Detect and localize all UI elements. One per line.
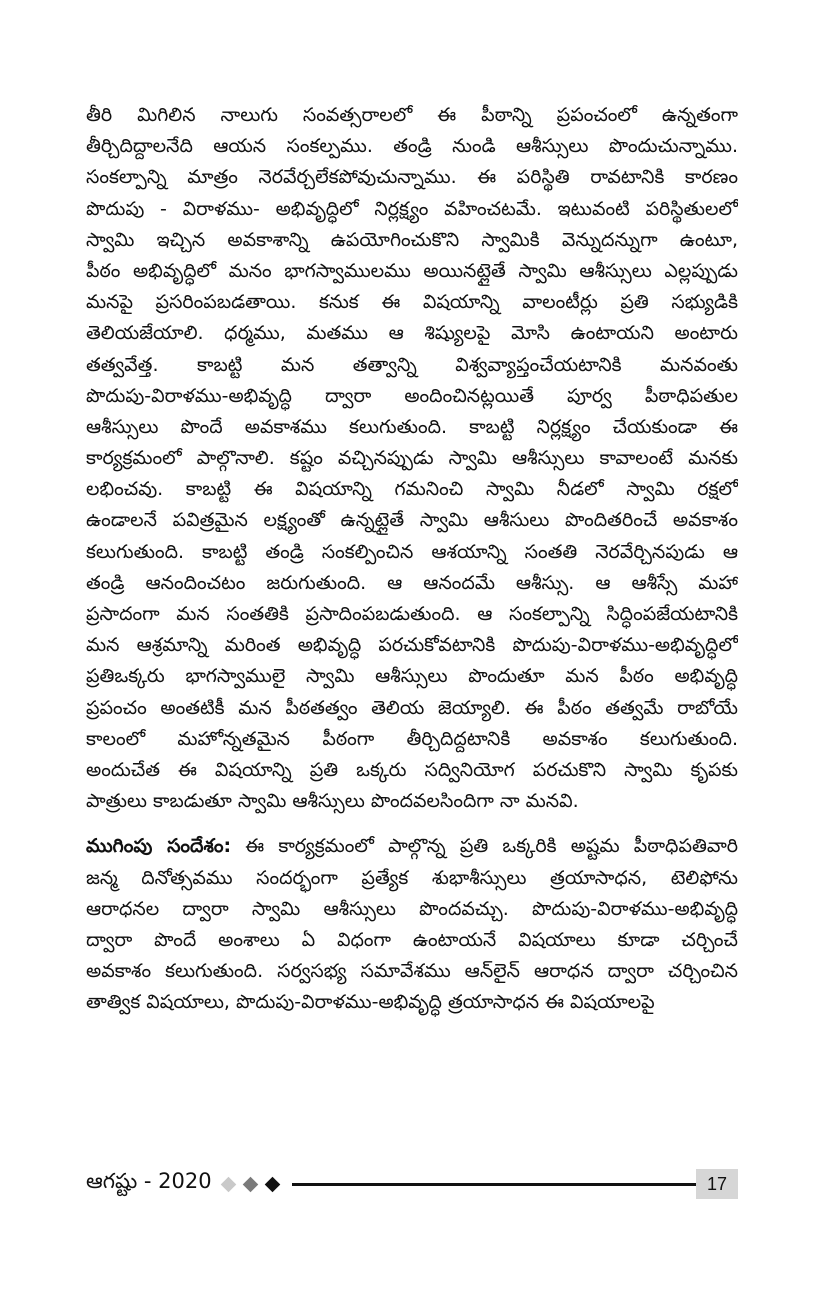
line-text: కాలంలో మహోన్నతమైన పీఠంగా తీర్చిదిద్దటానికి అవకాశం కలుగుతుంది.	[86, 727, 738, 750]
text-line	[86, 786, 738, 817]
page-number: 17	[696, 1169, 738, 1199]
line-text: తీరి మిగిలిన నాలుగు సంవత్సరాలలో ఈ పీఠాన్ని ప్రపంచంలో ఉన్నతంగా	[86, 104, 738, 126]
text-line	[86, 505, 738, 536]
text-line	[86, 256, 738, 287]
line-text: కార్యక్రమంలో పాల్గొనాలి. కష్టం వచ్చినప్పుడు స్వామి ఆశీస్సులు కావాలంటే మనకు	[86, 447, 738, 470]
line-text: అందుచేత ఈ విషయాన్ని ప్రతి ఒక్కరు సద్వినియోగ పరచుకొని స్వామి కృపకు	[86, 758, 738, 781]
line-text: తాత్విక విషయాలు, పొదుపు-విరాళము-అభివృద్ధి త్రయాసాధన ఈ విషయాలపై	[86, 991, 655, 1014]
line-text: ప్రతిఒక్కరు భాగస్వాములై స్వామి ఆశీస్సులు పొందుతూ మన పీఠం అభివృద్ధి	[86, 665, 738, 688]
line-text: తీర్చిదిద్దాలనేది ఆయన సంకల్పము. తండ్రి నుండి ఆశీస్సులు పొందుచున్నాము.	[86, 135, 738, 158]
line-text: ఉండాలనే పవిత్రమైన లక్ష్యంతో ఉన్నట్లైతే స్వామి ఆశీసులు పొందితరించే అవకాశం	[86, 509, 738, 532]
line-text: లభించవు. కాబట్టి ఈ విషయాన్ని గమనించి స్వామి నీడలో స్వామి రక్షలో	[86, 478, 738, 501]
line-text: మన ఆశ్రమాన్ని మరింత అభివృద్ధి పరచుకోవటానికి పొదుపు-విరాళము-అభివృద్ధిలో	[86, 634, 738, 657]
text-line	[86, 443, 738, 474]
line-text: స్వామి ఇచ్చిన అవకాశాన్ని ఉపయోగించుకొని స్వామికి వెన్నుదన్నుగా ఉంటూ,	[86, 228, 738, 251]
text-line	[86, 225, 738, 256]
text-line	[86, 100, 738, 131]
footer-rule	[292, 1183, 696, 1186]
text-line	[86, 537, 738, 568]
line-text: తెలియజేయాలి. ధర్మము, మతము ఆ శిష్యులపై మోసి ఉంటాయని అంటారు	[86, 322, 738, 345]
line-text: ఆరాధనల ద్వారా స్వామి ఆశీస్సులు పొందవచ్చు. పొదుపు-విరాళము-అభివృద్ధి	[86, 897, 738, 920]
line-text: తండ్రి ఆనందించటం జరుగుతుంది. ఆ ఆనందమే ఆశీస్సు. ఆ ఆశీస్సే మహా	[86, 571, 738, 594]
text-line	[86, 381, 738, 412]
text-line	[86, 131, 738, 162]
line-text: పొదుపు-విరాళము-అభివృద్ధి ద్వారా అందించినట్లయితే పూర్వ పీఠాధిపతుల	[86, 384, 738, 407]
line-text: సంకల్పాన్ని మాత్రం నెరవేర్చలేకపోవుచున్నాము. ఈ పరిస్థితి రావటానికి కారణం	[86, 166, 738, 189]
text-line	[86, 956, 738, 987]
paragraph-gap	[86, 817, 738, 831]
text-line	[86, 925, 738, 956]
body-paragraph-1	[86, 100, 738, 817]
line-text: ఆశీస్సులు పొందే అవకాశము కలుగుతుంది. కాబట్టి నిర్లక్ష్యం చేయకుండా ఈ	[86, 415, 738, 438]
line-text: అవకాశం కలుగుతుంది. సర్వసభ్య సమావేశము ఆన్‌లైన్ ఆరాధన ద్వారా చర్చించిన	[86, 960, 738, 983]
closing-message-paragraph	[86, 831, 738, 1018]
text-line	[86, 412, 738, 443]
text-line	[86, 894, 738, 925]
line-text: ప్రసాదంగా మన సంతతికి ప్రసాదింపబడుతుంది. ఆ సంకల్పాన్ని సిద్ధింపజేయటానికి	[86, 603, 738, 625]
text-line	[86, 755, 738, 786]
closing-message-label: ముగింపు సందేశం:	[86, 835, 232, 858]
text-line	[86, 599, 738, 630]
line-text: తత్వవేత్త. కాబట్టి మన తత్వాన్ని విశ్వవ్యాప్తంచేయటానికి మనవంతు	[86, 353, 738, 376]
text-line	[86, 693, 738, 724]
grey-diamond-icon	[242, 1176, 258, 1192]
line-text: ఈ కార్యక్రమంలో పాల్గొన్న ప్రతి ఒక్కరికి అష్టమ పీఠాధిపతివారి	[231, 835, 738, 858]
text-line	[86, 661, 738, 692]
light-diamond-icon	[220, 1176, 236, 1192]
black-diamond-icon	[264, 1176, 280, 1192]
line-text: ప్రపంచం అంతటికీ మన పీఠతత్వం తెలియ జెయ్యాలి. ఈ పీఠం తత్వమే రాబోయే	[86, 696, 738, 719]
text-line	[86, 863, 738, 894]
line-text: ద్వారా పొందే అంశాలు ఏ విధంగా ఉంటాయనే విషయాలు కూడా చర్చించే	[86, 928, 738, 951]
text-line	[86, 987, 738, 1018]
line-text: పీఠం అభివృద్ధిలో మనం భాగస్వాములము అయినట్లైతే స్వామి ఆశీస్సులు ఎల్లప్పుడు	[86, 259, 738, 282]
text-line	[86, 287, 738, 318]
text-line	[86, 350, 738, 381]
footer-month-year: ఆగష్టు - 2020	[86, 1169, 212, 1193]
text-line	[86, 831, 738, 862]
text-line	[86, 162, 738, 193]
line-text: పాత్రులు కాబడుతూ స్వామి ఆశీస్సులు పొందవలసిందిగా నా మనవి.	[86, 790, 579, 813]
page-footer	[86, 1167, 738, 1201]
line-text: కలుగుతుంది. కాబట్టి తండ్రి సంకల్పించిన ఆశయాన్ని సంతతి నెరవేర్చినపుడు ఆ	[86, 540, 738, 563]
text-line	[86, 630, 738, 661]
text-line	[86, 474, 738, 505]
line-text: పొదుపు - విరాళము- అభివృద్ధిలో నిర్లక్ష్యం వహించటమే. ఇటువంటి పరిస్థితులలో	[86, 197, 738, 220]
text-line	[86, 318, 738, 349]
text-line	[86, 724, 738, 755]
line-text: మనపై ప్రసరింపబడతాయి. కనుక ఈ విషయాన్ని వాలంటీర్లు ప్రతి సభ్యుడికి	[86, 291, 738, 314]
text-line	[86, 194, 738, 225]
text-line	[86, 568, 738, 599]
line-text: జన్మ దినోత్సవము సందర్భంగా ప్రత్యేక శుభాశీస్సులు త్రయాసాధన, టెలిఫోను	[86, 866, 738, 889]
page-body	[86, 100, 738, 1018]
